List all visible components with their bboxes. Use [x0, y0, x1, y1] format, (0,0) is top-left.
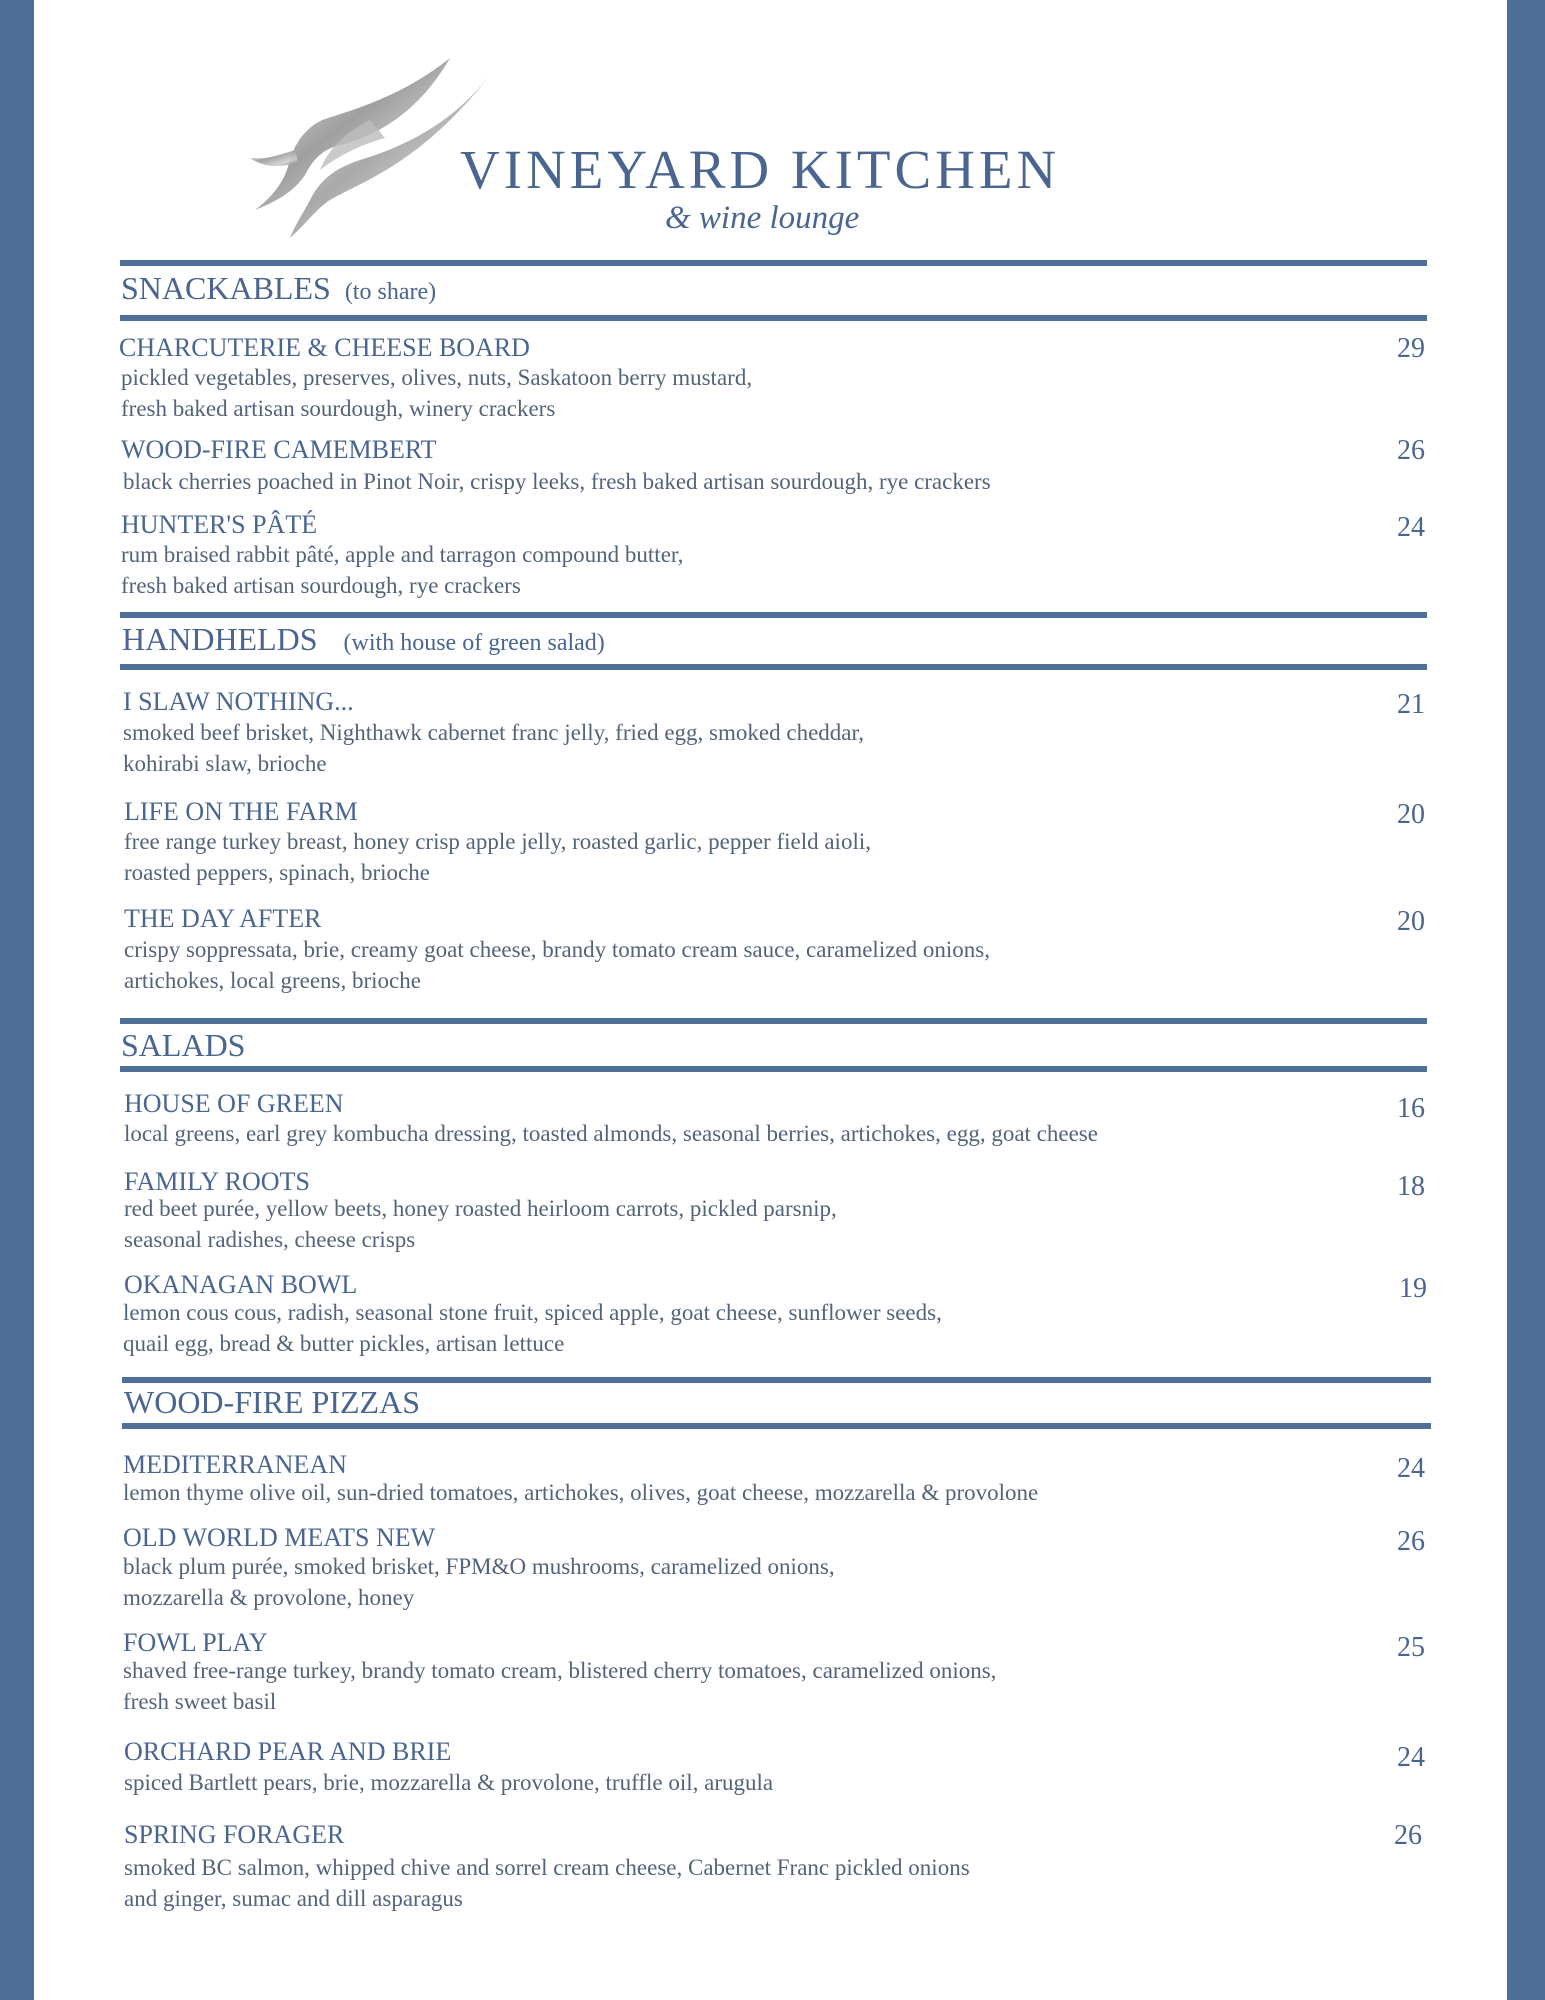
menu-item-description: spiced Bartlett pears, brie, mozzarella & provolone, truffle oil, arugula	[124, 1770, 774, 1795]
section-divider	[120, 1018, 1427, 1024]
menu-item-description: black cherries poached in Pinot Noir, crispy leeks, fresh baked artisan sourdough, rye crackers	[123, 469, 991, 494]
menu-item-description: crispy soppressata, brie, creamy goat cheese, brandy tomato cream sauce, caramelized onions,	[124, 937, 990, 962]
left-border	[0, 0, 34, 2000]
menu-item-price: 18	[1397, 1171, 1425, 1202]
brand-subtitle: & wine lounge	[665, 200, 860, 236]
menu-item-price: 20	[1397, 799, 1425, 830]
menu-item-description: smoked BC salmon, whipped chive and sorrel cream cheese, Cabernet Franc pickled onions	[124, 1855, 970, 1880]
menu-item-description: pickled vegetables, preserves, olives, nuts, Saskatoon berry mustard,	[121, 365, 753, 390]
menu-item-name: I SLAW NOTHING...	[123, 687, 354, 716]
menu-item-name: ORCHARD PEAR AND BRIE	[124, 1737, 452, 1766]
menu-item-price: 26	[1394, 1820, 1422, 1851]
right-border	[1507, 0, 1545, 2000]
menu-item-name: OKANAGAN BOWL	[124, 1270, 358, 1299]
section-title-snackables: SNACKABLES (to share)	[121, 270, 437, 306]
menu-item-name: MEDITERRANEAN	[123, 1450, 347, 1479]
swallow-bird-logo-icon	[250, 50, 495, 240]
menu-item-description: quail egg, bread & butter pickles, artisan lettuce	[123, 1331, 565, 1356]
menu-item-description: shaved free-range turkey, brandy tomato cream, blistered cherry tomatoes, caramelized onions,	[123, 1658, 997, 1683]
menu-item-price: 24	[1397, 1742, 1425, 1773]
section-divider	[120, 612, 1427, 618]
menu-item-description: fresh baked artisan sourdough, rye crackers	[121, 573, 521, 598]
menu-item-price: 24	[1397, 1453, 1425, 1484]
menu-item-description: lemon thyme olive oil, sun-dried tomatoes, artichokes, olives, goat cheese, mozzarella & provolone	[123, 1480, 1039, 1505]
menu-item-description: red beet purée, yellow beets, honey roasted heirloom carrots, pickled parsnip,	[124, 1196, 837, 1221]
menu-item-description: local greens, earl grey kombucha dressing, toasted almonds, seasonal berries, artichokes, egg, goat cheese	[124, 1121, 1098, 1146]
menu-item-price: 20	[1397, 906, 1425, 937]
menu-item-name: OLD WORLD MEATS NEW	[123, 1523, 436, 1552]
menu-item-description: roasted peppers, spinach, brioche	[124, 860, 430, 885]
menu-item-description: free range turkey breast, honey crisp apple jelly, roasted garlic, pepper field aioli,	[124, 829, 871, 854]
section-divider	[120, 315, 1427, 321]
menu-item-description: kohirabi slaw, brioche	[123, 751, 327, 776]
section-title-handhelds: HANDHELDS (with house of green salad)	[122, 621, 605, 657]
section-divider	[122, 1377, 1431, 1383]
menu-item-price: 19	[1399, 1273, 1427, 1304]
menu-item-name: WOOD-FIRE CAMEMBERT	[121, 435, 437, 464]
menu-item-price: 26	[1397, 435, 1425, 466]
brand-title: VINEYARD KITCHEN	[460, 139, 1061, 200]
menu-item-description: mozzarella & provolone, honey	[123, 1585, 415, 1610]
menu-item-description: seasonal radishes, cheese crisps	[124, 1227, 416, 1252]
menu-item-name: HUNTER'S PÂTÉ	[121, 510, 318, 539]
section-divider	[122, 1423, 1431, 1429]
section-divider	[120, 1066, 1427, 1072]
menu-item-description: black plum purée, smoked brisket, FPM&O mushrooms, caramelized onions,	[123, 1554, 835, 1579]
section-title-wood-fire-pizzas: WOOD-FIRE PIZZAS	[124, 1384, 420, 1420]
menu-item-description: fresh sweet basil	[123, 1689, 277, 1714]
menu-item-name: FAMILY ROOTS	[124, 1167, 310, 1196]
menu-item-description: artichokes, local greens, brioche	[124, 968, 421, 993]
menu-item-price: 26	[1397, 1526, 1425, 1557]
menu-item-description: fresh baked artisan sourdough, winery crackers	[121, 396, 556, 421]
section-note: (to share)	[344, 279, 437, 305]
menu-item-description: and ginger, sumac and dill asparagus	[124, 1886, 463, 1911]
menu-item-description: lemon cous cous, radish, seasonal stone fruit, spiced apple, goat cheese, sunflower seeds,	[123, 1300, 942, 1325]
menu-item-description: smoked beef brisket, Nighthawk cabernet franc jelly, fried egg, smoked cheddar,	[123, 720, 864, 745]
menu-item-name: LIFE ON THE FARM	[124, 797, 358, 826]
menu-item-price: 24	[1397, 512, 1425, 543]
menu-item-name: HOUSE OF GREEN	[124, 1089, 344, 1118]
section-divider	[120, 664, 1427, 670]
section-title-salads: SALADS	[121, 1027, 246, 1063]
menu-item-name: CHARCUTERIE & CHEESE BOARD	[119, 333, 530, 362]
menu-item-name: FOWL PLAY	[123, 1628, 268, 1657]
menu-item-price: 21	[1397, 689, 1425, 720]
section-note: (with house of green salad)	[343, 630, 605, 656]
menu-item-price: 25	[1397, 1632, 1425, 1663]
menu-item-name: SPRING FORAGER	[124, 1820, 345, 1849]
menu-item-description: rum braised rabbit pâté, apple and tarragon compound butter,	[121, 542, 684, 567]
section-divider	[120, 260, 1427, 266]
menu-item-price: 29	[1397, 333, 1425, 364]
menu-item-name: THE DAY AFTER	[124, 904, 322, 933]
menu-item-price: 16	[1397, 1093, 1425, 1124]
